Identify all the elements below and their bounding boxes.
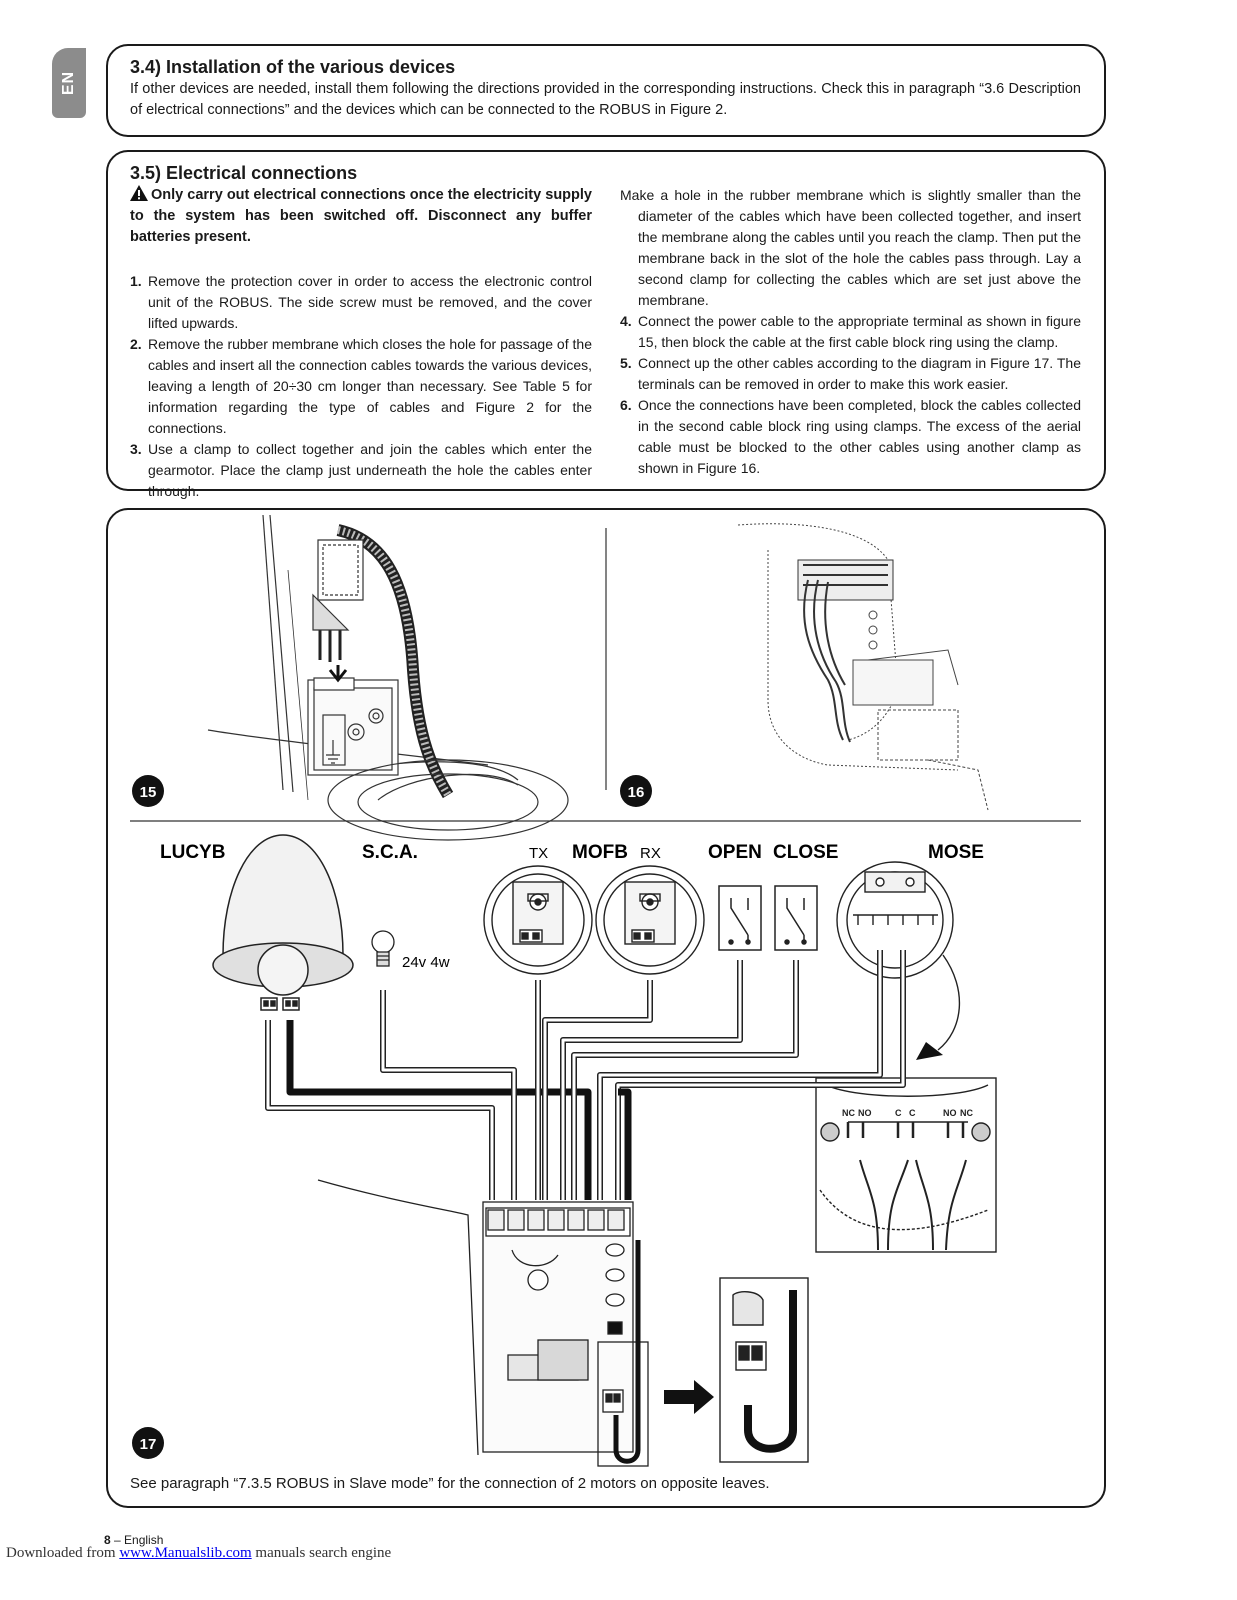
figure-15-number: 15 <box>139 784 157 801</box>
warning-text <box>130 185 592 248</box>
step-text: Use a clamp to collect together and join the cables which enter the gearmotor. Place the clamp just underneath the hole the cables enter through. <box>148 441 592 499</box>
steps-list-right <box>620 311 1081 479</box>
page-language: – English <box>114 1533 164 1547</box>
contact-label: NC <box>960 1108 973 1118</box>
section-3-5-left-column <box>130 185 592 502</box>
section-3-5-title: 3.5) Electrical connections <box>130 163 358 183</box>
step-number: 4. <box>620 313 632 329</box>
step-number: 5. <box>620 355 632 371</box>
figure-16-number: 16 <box>627 784 645 801</box>
step-item <box>620 353 1081 395</box>
device-tx-label: TX <box>529 845 549 862</box>
step-item <box>130 334 592 439</box>
wiring-cables <box>268 950 903 1200</box>
step-text: Connect the power cable to the appropriate terminal as shown in figure 15, then block the cable at the first cable block ring using the clamp. <box>638 313 1081 350</box>
contact-label: NO <box>943 1108 957 1118</box>
page-number: 8 <box>104 1533 111 1547</box>
language-label: EN <box>60 70 77 96</box>
mose-detail-icon <box>816 1078 996 1252</box>
figure-16-illustration <box>738 524 988 810</box>
step-3-continuation: Make a hole in the rubber membrane which is slightly smaller than the diameter of the cables which have been collected together, and insert the membrane along the cables until you reach the clamp. Then put the membrane back in the slot of the hole the cables pass through. Lay a second clamp for collecting the cables which are set just above the membrane. <box>620 187 1081 308</box>
device-mofb-label: MOFB <box>572 842 628 863</box>
device-close-label: CLOSE <box>773 842 839 863</box>
device-mose-label: MOSE <box>928 842 984 863</box>
download-prefix: Downloaded from <box>6 1545 116 1561</box>
arrow-right-icon <box>664 1380 714 1414</box>
step-item <box>130 439 592 502</box>
section-3-5-right-column <box>620 185 1081 479</box>
arrow-icon <box>916 1042 943 1060</box>
figure-illustration <box>108 510 1104 1506</box>
device-sca-label: S.C.A. <box>362 842 418 863</box>
photocell-tx-icon <box>484 866 592 974</box>
step-item <box>620 311 1081 353</box>
bulb-rating-label: 24v 4w <box>402 954 450 971</box>
step-item <box>620 395 1081 479</box>
step-text: Once the connections have been completed, block the cables collected in the second cable block ring using clamps. The excess of the aerial cable must be blocked to the other cables using another clamp as shown in Figure 16. <box>638 397 1081 476</box>
figure-15-illustration <box>208 515 568 840</box>
open-switch-icon <box>719 886 761 950</box>
mose-selector-icon <box>837 862 959 1050</box>
step-number: 3. <box>130 441 142 457</box>
lucyb-lamp-icon <box>213 835 353 1010</box>
device-rx-label: RX <box>640 845 661 862</box>
sca-bulb-icon <box>372 931 394 966</box>
section-3-4-body: If other devices are needed, install them following the directions provided in the corresponding instructions. Check this in paragraph “3.6 Description of electrical connections” and the devices which can be connected to the ROBUS in Figure 2. <box>130 81 1081 118</box>
contact-label: NC <box>842 1108 855 1118</box>
step-text: Remove the protection cover in order to access the electronic control unit of the ROBUS. The side screw must be removed, and the cover lifted upwards. <box>148 273 592 331</box>
close-switch-icon <box>775 886 817 950</box>
step-text: Connect up the other cables according to the diagram in Figure 17. The terminals can be removed in order to make this work easier. <box>638 355 1081 392</box>
language-tab <box>52 48 86 118</box>
control-unit-icon <box>318 1180 648 1466</box>
step-text: Remove the rubber membrane which closes the hole for passage of the cables and insert all the connection cables towards the various devices, leaving a length of 20÷30 cm longer than necessary. See Table 5 for information regarding the type of cables and Figure 2 for the connections. <box>148 336 592 436</box>
contact-label: NO <box>858 1108 872 1118</box>
warning-icon <box>130 185 148 201</box>
aerial-detail-icon <box>720 1278 808 1462</box>
contact-label: C <box>895 1108 902 1118</box>
step-number: 1. <box>130 273 142 289</box>
step-number: 6. <box>620 397 632 413</box>
step-item <box>130 271 592 334</box>
manualslib-link[interactable]: www.Manualslib.com <box>119 1545 252 1561</box>
figure-caption: See paragraph “7.3.5 ROBUS in Slave mode” for the connection of 2 motors on opposite leaves. <box>130 1475 770 1492</box>
warning-label: Only carry out electrical connections once the electricity supply to the system has been switched off. Disconnect any buffer batteries present. <box>130 187 592 245</box>
steps-list-left <box>130 271 592 502</box>
photocell-rx-icon <box>596 866 704 974</box>
device-lucyb-label: LUCYB <box>160 842 226 863</box>
figure-17-number: 17 <box>139 1436 157 1453</box>
download-footer <box>6 1545 391 1562</box>
device-open-label: OPEN <box>708 842 762 863</box>
step-number: 2. <box>130 336 142 352</box>
contact-label: C <box>909 1108 916 1118</box>
section-3-4-title: 3.4) Installation of the various devices <box>130 57 456 77</box>
download-suffix: manuals search engine <box>251 1545 392 1561</box>
